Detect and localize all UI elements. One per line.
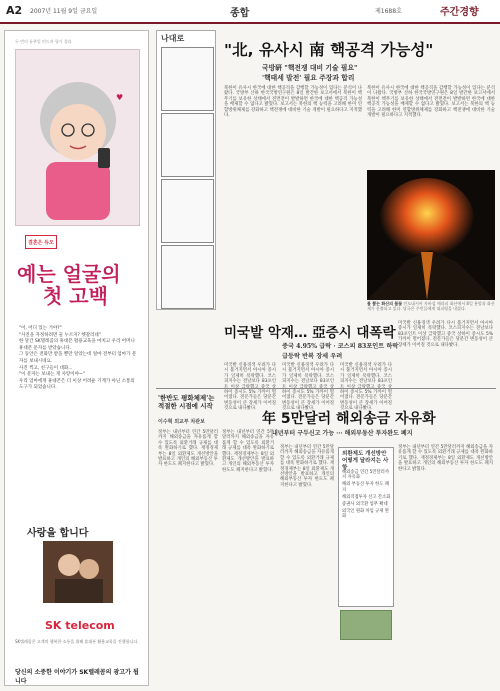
cartoon-panel bbox=[161, 179, 214, 243]
divider bbox=[156, 388, 496, 389]
volcano-photo bbox=[367, 170, 495, 300]
ad-fine-print: SK텔레콤은 고객의 행복한 소통을 위해 휴대폰 활용교육을 진행합니다. bbox=[15, 639, 139, 644]
story2-body: 미국발 신용경색 우려가 다시 불거지면서 아시아 증시가 일제히 폭락했다. 코스피지수는 전날보다 83포인 하이 증시도 5% 가까이 떨어졌다. 전문가들은 당분간 변동성이 큰 장세가 이어질 것으로 내다봤다. bbox=[282, 363, 334, 412]
list-item: 해외송금 연간 5만달러까지 자유화 bbox=[342, 470, 389, 481]
list-item: 해외 부동산 투자 한도 폐지 bbox=[342, 482, 389, 493]
grandmother-illustration bbox=[16, 50, 139, 225]
issue-number: 제1688호 bbox=[375, 8, 402, 15]
family-photo bbox=[43, 541, 113, 603]
story1-subhead-1: 국방硏 "핵전쟁 대비 기술 필요" bbox=[262, 64, 358, 72]
story2-body: 미국발 신용경색 우려가 다시 불거지면서 아시아 증시가 일제히 폭락했다. 코스피지수는 전날보다 83포인트 이상 급락했고 중국 상하이 증시도 5% 가까이 떨어졌다. 전문가들은 당분간 변동성이 큰 장세가 이어질 것으로 내다봤다. bbox=[398, 321, 493, 348]
story1-headline: "北, 유사시 南 핵공격 가능성" bbox=[224, 41, 434, 59]
volcano-eruption-image bbox=[367, 170, 495, 300]
ad-slogan: 사랑을 합니다 bbox=[27, 528, 89, 539]
story2-subhead-1: 중국 4.95% 급락 · 코스피 83포인트 하락 bbox=[282, 343, 399, 350]
story1-body: 북한이 유사시 한국에 대한 핵공격을 감행할 가능성이 있다는 분석이 나왔다. 국방부 산하 한국국방연구원은 8일 발간한 보고서에서 북한이 핵무기를 보유한 상태에서 전면전이 발발하면 한국에 대한 핵공격 가능성을 배제할 수 없다고 밝혔다. 보고서는 북한의 핵 능력을 고려해 한미 연합방위체제를 강화하고 핵전쟁에 대비한 기술 개발이 필요하다고 지적했다. bbox=[224, 86, 362, 119]
newspaper-logo: 주간경향 bbox=[440, 7, 479, 18]
cartoon-panel bbox=[161, 47, 214, 111]
ad-body-text: "어, 어디 있는 거야?" "사진을 자정하려면 둘 누르지? 헷갈리네" 한 달간 SK텔레콤의 휴대폰 활용교육을 마치고 우리 어머니 휴대폰 문자를 받았습니다. 그 동안은 전화만 받을 뿐만 알았는데 얼마 전부터 엄마가 문자를 보내시네요. 사진 찍고, 친구들이 대화... "이 문자는 보내는 게 사랑이야~" 우리 엄마에게 휴대폰은 더 이상 어려운 기계가 아닌 소통의 도구가 되었습니다. bbox=[19, 326, 137, 391]
ad-illustration bbox=[15, 49, 140, 226]
svg-text:♥: ♥ bbox=[116, 93, 124, 102]
list-item: 해외직접투자 신고 간소화 bbox=[342, 494, 391, 500]
info-box bbox=[338, 447, 394, 607]
cartoon-panel bbox=[161, 113, 214, 177]
story3-side-subhead: 이수혁 외교부 차관보 bbox=[158, 419, 205, 425]
skt-logo: SK telecom bbox=[45, 619, 115, 632]
story2-body: 미국발 신용경색 우려가 다시 불거지면서 아시아 증시가 일제히 폭락했다. 코스피지수는 전날보다 83포인 하이 증시도 5% 가까이 떨어졌다. 전문가들은 당분간 변동성이 큰 장세가 이어질 것으로 내다봤다. bbox=[224, 363, 276, 412]
ad-photo bbox=[43, 541, 113, 603]
issue-date: 2007년 11월 9일 금요일 bbox=[30, 8, 98, 15]
editorial-cartoon bbox=[156, 30, 216, 310]
story3-side-body: 정부는 내년부터 연간 5만달러까지 해외송금을 자유롭게 할 수 있도록 외환거래 규제를 대폭 완화하기로 했다. 재정경제부는 8일 외환제도 개선방안을 발표하고 개인의 해외부동산 투자 한도도 폐지한다고 밝혔다. bbox=[158, 430, 218, 468]
story3-body: 정부는 내년부터 연간 5만달러까지 해외송금을 자유롭게 할 수 있도록 외환거래 규제를 대폭 완화하기로 했다. 재정경제부는 8일 외환제도 개선방안을 발표하고 개인의 해외부동산 투자 한도도 폐지한다고 밝혔다. bbox=[398, 445, 493, 472]
story3-headline: 年 5만달러 해외송금 자유화 bbox=[262, 411, 436, 427]
info-box-list bbox=[342, 470, 392, 522]
ad-headline: 예는 얼굴의 첫 고백 bbox=[17, 262, 121, 308]
list-item: 외국인 원화 차입 규제 완화 bbox=[342, 509, 389, 520]
cartoon-panel bbox=[161, 245, 214, 309]
skt-advertisement bbox=[4, 30, 149, 686]
story2-subhead-2: 급등락 반복 장세 우려 bbox=[282, 353, 343, 360]
story1-body-cont: 북한이 유사시 한국에 대한 핵공격을 감행할 가능성이 있다는 분석이 나왔다. 국방부 산하 한국국방연구원은 8일 발간한 보고서에서 북한이 핵무기를 보유한 상태에서 전면전이 발발하면 한국에 대한 핵공격 가능성을 배제할 수 없다고 밝혔다. 보고서는 북한의 핵 능력을 고려해 한미 연합방위체제를 강화하고 핵전쟁에 대비한 기술 개발이 필요하다고 지적했다. bbox=[367, 86, 495, 119]
story2-headline: 미국발 악재… 亞증시 대폭락 bbox=[224, 325, 396, 341]
page-header bbox=[0, 0, 500, 24]
ad-tagline: 당신의 소중한 이야기가 SK텔레콤의 광고가 됩니다 bbox=[15, 669, 139, 685]
story3-subhead: 내년부터 구두신고 가능 ··· 해외부동산 투자완도 폐지 bbox=[272, 430, 413, 437]
story1-subhead-2: '핵태세 발전' 필요 주장과 합리 bbox=[262, 74, 355, 82]
cartoon-title: 나대로 bbox=[161, 34, 185, 43]
ad-top-text: 두 번의 뮤추얼 펀드의 평가 결과 bbox=[15, 39, 72, 44]
page-number: A2 bbox=[6, 4, 23, 17]
duo-logo: 결혼은 듀오 bbox=[25, 235, 57, 249]
info-box-title: 외환제도 개선방안 어떻게 달라지는 사항 bbox=[342, 451, 389, 471]
story3-side-body: 정부는 내년부터 연간 5만달러까지 해외송금을 자유롭게 할 수 있도록 외환거래 규제를 대폭 완화하기로 했다. 재정경제부는 8일 외환제도 개선방안을 발표하고 개인의 해외부동산 투자 한도도 폐지한다고 밝혔다. bbox=[222, 430, 274, 473]
story2-body: 미국발 신용경색 우려가 다시 불거지면서 아시아 증시가 일제히 폭락했다. 코스피지수는 전날보다 83포인 하이 증시도 5% 가까이 떨어졌다. 전문가들은 당분간 변동성이 큰 장세가 이어질 것으로 내다봤다. bbox=[340, 363, 392, 412]
photo-caption: 불 뿜는 화산의 불꽃 인도네시아 자바섬 메라피 화산에서 8일 용암과 화산재가 분출되고 있다. 당국은 주민들에게 대피령을 내렸다. bbox=[367, 301, 495, 311]
story3-side-headline: '한반도 평화체제'는 적절한 시점에 시작 bbox=[158, 394, 215, 410]
section-title: 종합 bbox=[230, 8, 250, 19]
currency-photo bbox=[340, 610, 392, 640]
story3-body: 정부는 내년부터 연간 5만달러까지 해외송금을 자유롭게 할 수 있도록 외환거래 규제를 대폭 완화하기로 했다. 재정경제부는 8일 외환제도 개선방안을 발표하고 개인의 해외부동산 투자 한도도 폐지한다고 밝혔다. bbox=[280, 445, 334, 488]
list-item: 증권사 외국환 업무 확대 bbox=[342, 502, 388, 508]
